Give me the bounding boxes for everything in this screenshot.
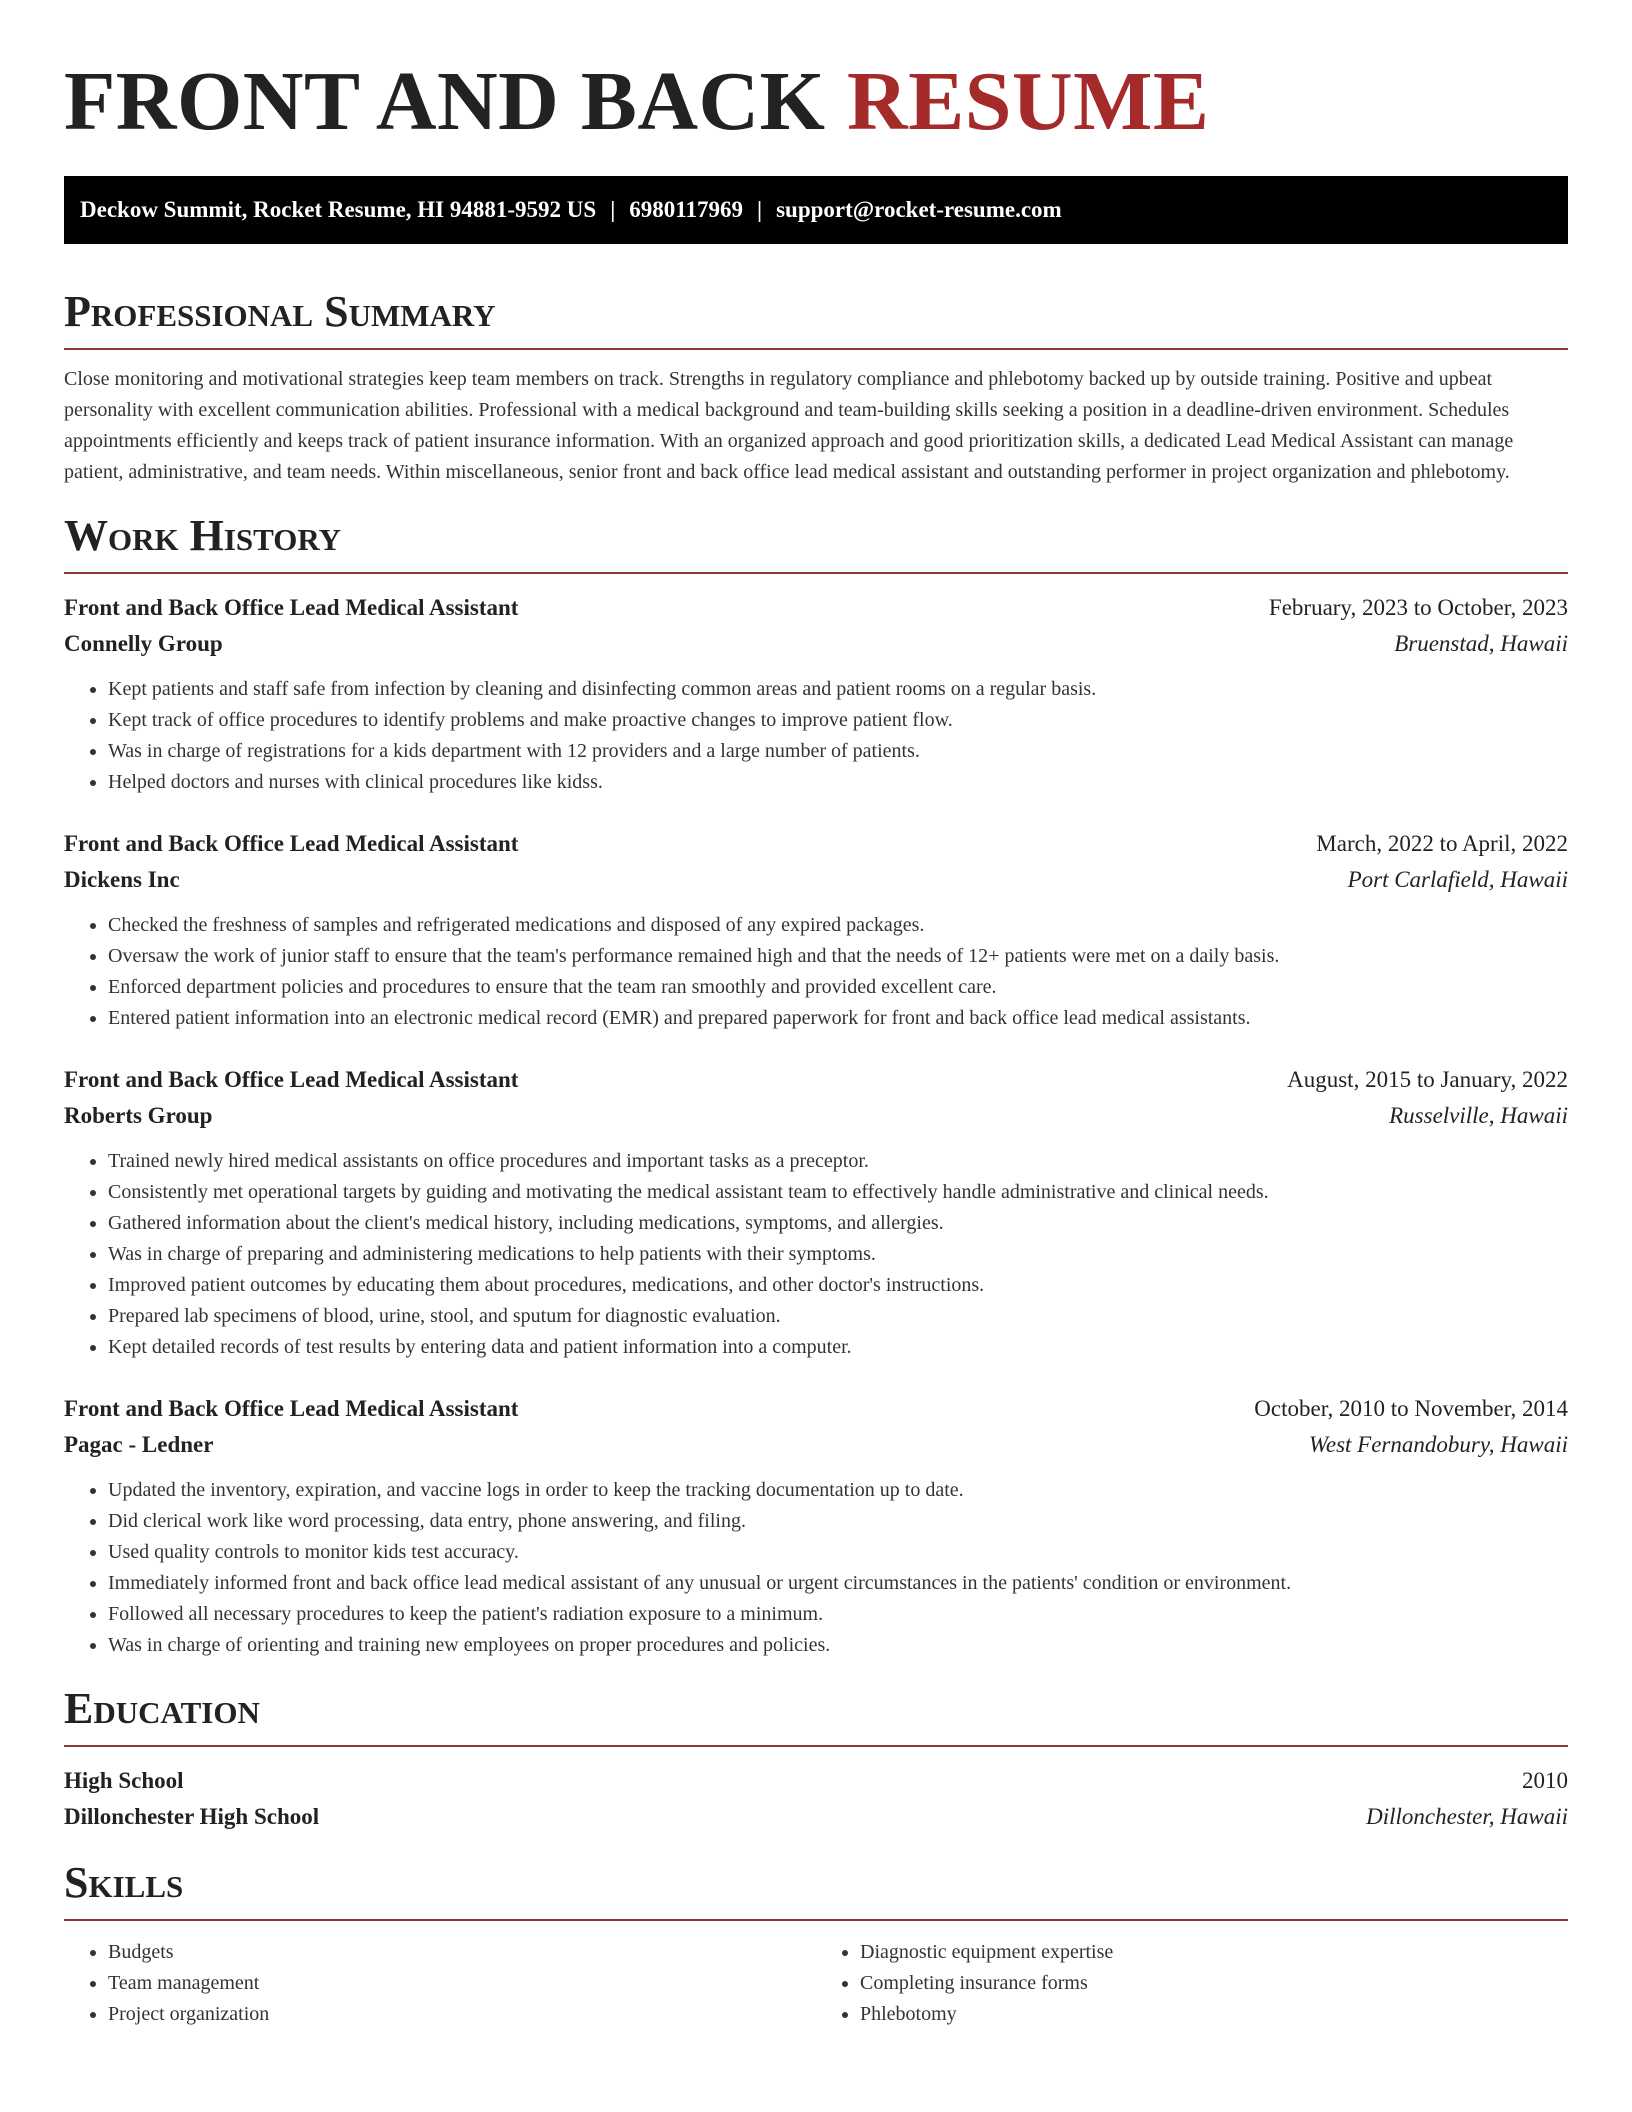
job-bullet: • Entered patient information into an electronic medical record (EMR) and prepared paperwork for front and back office lead medical assistants. — [108, 1003, 1568, 1034]
education-header — [64, 1763, 1568, 1799]
job-bullet: • Gathered information about the client's medical history, including medications, symptoms, and allergies. — [108, 1208, 1568, 1239]
contact-bar — [64, 176, 1568, 244]
education-location: Dillonchester, Hawaii — [1366, 1804, 1568, 1829]
name-main: FRONT AND BACK — [64, 55, 826, 148]
job-location: West Fernandobury, Hawaii — [1308, 1432, 1568, 1457]
job-bullets — [64, 1475, 1568, 1661]
job-bullet: • Improved patient outcomes by educating them about procedures, medications, and other doctor's instructions. — [108, 1270, 1568, 1301]
contact-separator: | — [757, 197, 763, 222]
job-dates: October, 2010 to November, 2014 — [1254, 1396, 1568, 1421]
job-role: Front and Back Office Lead Medical Assistant — [64, 595, 519, 620]
section-divider — [64, 1745, 1568, 1747]
job-bullet: • Updated the inventory, expiration, and vaccine logs in order to keep the tracking documentation up to date. — [108, 1475, 1568, 1506]
section-title-education: Education — [64, 1684, 260, 1733]
skills-list — [816, 1937, 1568, 2030]
contact-phone: 6980117969 — [629, 197, 743, 222]
job-bullet: • Was in charge of registrations for a kids department with 12 providers and a large number of patients. — [108, 736, 1568, 767]
job-bullet: • Enforced department policies and procedures to ensure that the team ran smoothly and provided excellent care. — [108, 972, 1568, 1003]
resume-name — [64, 0, 1568, 146]
job-bullet: • Checked the freshness of samples and refrigerated medications and disposed of any expired packages. — [108, 910, 1568, 941]
job-bullet: • Kept patients and staff safe from infection by cleaning and disinfecting common areas and patient rooms on a regular basis. — [108, 674, 1568, 705]
job-entry — [64, 826, 1568, 1034]
job-bullet: • Used quality controls to monitor kids test accuracy. — [108, 1537, 1568, 1568]
job-dates: August, 2015 to January, 2022 — [1287, 1067, 1568, 1092]
contact-separator: | — [610, 197, 616, 222]
job-header — [64, 590, 1568, 626]
job-bullet: • Consistently met operational targets by guiding and motivating the medical assistant team to effectively handle administrative and clinical needs. — [108, 1177, 1568, 1208]
summary-section — [64, 286, 1568, 488]
skills-section — [64, 1857, 1568, 2030]
skill-item: • Diagnostic equipment expertise — [860, 1937, 1568, 1968]
job-bullet: • Was in charge of orienting and training new employees on proper procedures and policies. — [108, 1630, 1568, 1661]
job-bullet: • Trained newly hired medical assistants on office procedures and important tasks as a preceptor. — [108, 1146, 1568, 1177]
job-subheader — [64, 626, 1568, 662]
job-role: Front and Back Office Lead Medical Assistant — [64, 1396, 519, 1421]
section-divider — [64, 1919, 1568, 1921]
contact-email: support@rocket-resume.com — [776, 197, 1062, 222]
skill-item: • Budgets — [108, 1937, 816, 1968]
job-bullets — [64, 910, 1568, 1034]
job-bullet: • Oversaw the work of junior staff to ensure that the team's performance remained high and that the needs of 12+ patients were met on a daily basis. — [108, 941, 1568, 972]
job-header — [64, 1062, 1568, 1098]
work-section — [64, 510, 1568, 1661]
job-company: Roberts Group — [64, 1103, 213, 1128]
skills-column-right — [816, 1937, 1568, 2030]
job-header — [64, 826, 1568, 862]
job-bullet: • Prepared lab specimens of blood, urine, stool, and sputum for diagnostic evaluation. — [108, 1301, 1568, 1332]
job-location: Russelville, Hawaii — [1389, 1103, 1568, 1128]
job-bullet: • Was in charge of preparing and administering medications to help patients with their symptoms. — [108, 1239, 1568, 1270]
job-subheader — [64, 862, 1568, 898]
job-location: Port Carlafield, Hawaii — [1347, 867, 1568, 892]
job-bullets — [64, 674, 1568, 798]
job-bullet: • Helped doctors and nurses with clinical procedures like kidss. — [108, 767, 1568, 798]
job-company: Dickens Inc — [64, 867, 180, 892]
skill-item: • Team management — [108, 1968, 816, 1999]
job-subheader — [64, 1098, 1568, 1134]
skill-item: • Project organization — [108, 1999, 816, 2030]
education-school: Dillonchester High School — [64, 1804, 320, 1829]
job-entry — [64, 1062, 1568, 1363]
contact-address: Deckow Summit, Rocket Resume, HI 94881-9592 US — [80, 197, 597, 222]
education-degree: High School — [64, 1768, 184, 1793]
skill-item: • Phlebotomy — [860, 1999, 1568, 2030]
education-subheader — [64, 1799, 1568, 1835]
education-entry — [64, 1763, 1568, 1835]
summary-text: Close monitoring and motivational strategies keep team members on track. Strengths in regulatory compliance and phlebotomy backed up by outside training. Positive and upbeat personality with excellent communication abilities. Professional with a medical background and team-building skills seeking a position in a deadline-driven environment. Schedules appointments efficiently and keeps track of patient insurance information. With an organized approach and good prioritization skills, a dedicated Lead Medical Assistant can manage patient, administrative, and team needs. Within miscellaneous, senior front and back office lead medical assistant and outstanding performer in project organization and phlebotomy. — [64, 368, 1514, 483]
job-entry — [64, 1391, 1568, 1661]
section-title-work: Work History — [64, 511, 342, 560]
skills-list — [64, 1937, 816, 2030]
name-accent: RESUME — [847, 55, 1210, 148]
skill-item: • Completing insurance forms — [860, 1968, 1568, 1999]
job-role: Front and Back Office Lead Medical Assistant — [64, 1067, 519, 1092]
job-dates: February, 2023 to October, 2023 — [1268, 595, 1568, 620]
job-company: Connelly Group — [64, 631, 223, 656]
section-divider — [64, 348, 1568, 350]
education-section — [64, 1683, 1568, 1835]
job-company: Pagac - Ledner — [64, 1432, 214, 1457]
skills-columns — [64, 1937, 1568, 2030]
job-dates: March, 2022 to April, 2022 — [1316, 831, 1568, 856]
section-title-summary: Professional Summary — [64, 287, 496, 336]
section-divider — [64, 572, 1568, 574]
job-bullet: • Did clerical work like word processing, data entry, phone answering, and filing. — [108, 1506, 1568, 1537]
section-title-skills: Skills — [64, 1858, 184, 1907]
job-entry — [64, 590, 1568, 798]
job-header — [64, 1391, 1568, 1427]
job-bullet: • Kept detailed records of test results by entering data and patient information into a computer. — [108, 1332, 1568, 1363]
job-bullets — [64, 1146, 1568, 1363]
education-year: 2010 — [1522, 1768, 1568, 1793]
job-role: Front and Back Office Lead Medical Assistant — [64, 831, 519, 856]
job-bullet: • Followed all necessary procedures to keep the patient's radiation exposure to a minimum. — [108, 1599, 1568, 1630]
job-subheader — [64, 1427, 1568, 1463]
job-location: Bruenstad, Hawaii — [1394, 631, 1568, 656]
job-bullet: • Immediately informed front and back office lead medical assistant of any unusual or urgent circumstances in the patients' condition or environment. — [108, 1568, 1568, 1599]
skills-column-left — [64, 1937, 816, 2030]
job-bullet: • Kept track of office procedures to identify problems and make proactive changes to improve patient flow. — [108, 705, 1568, 736]
